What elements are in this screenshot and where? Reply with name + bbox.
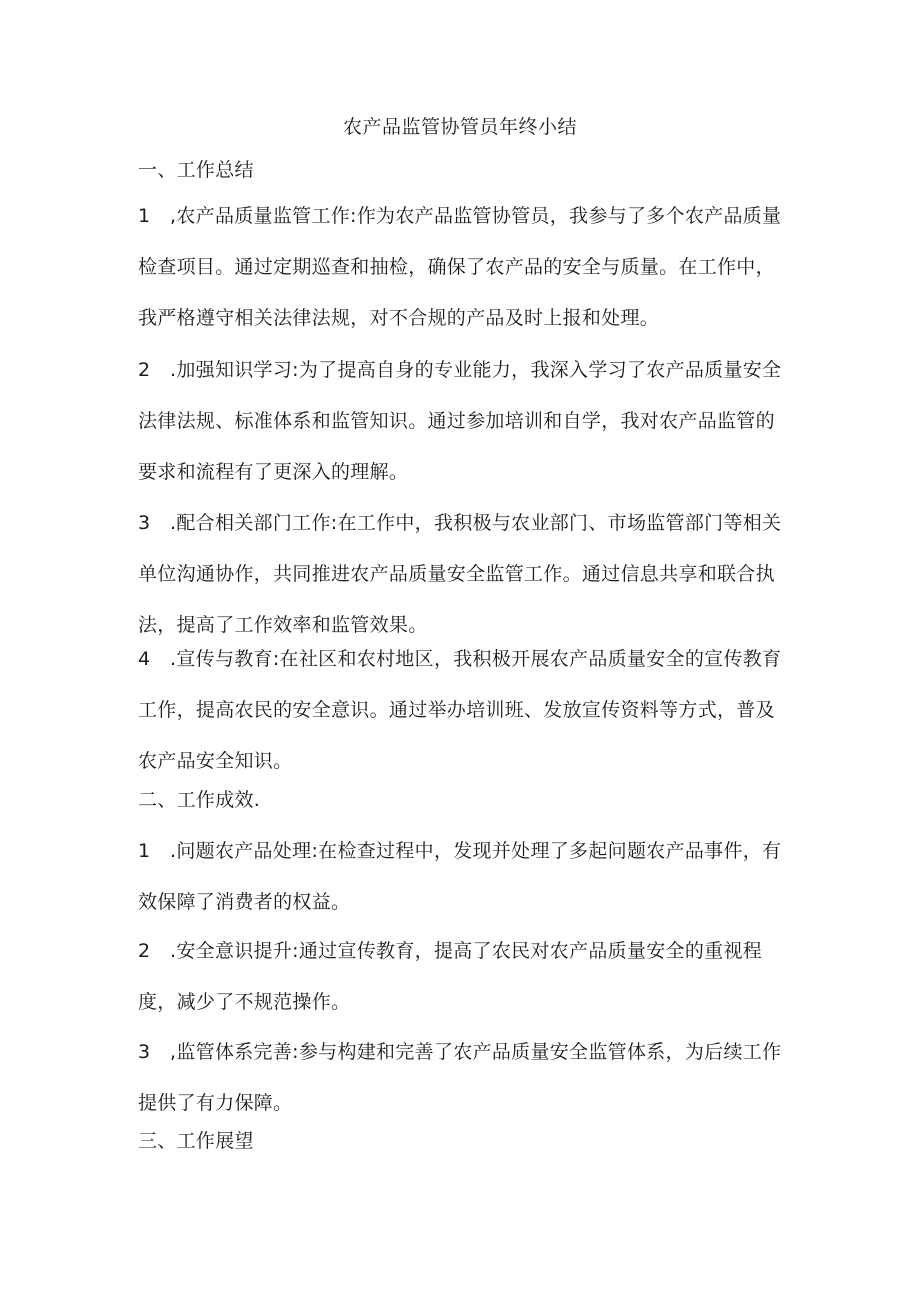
paragraph-item-1-1: [138, 191, 788, 344]
item-number: 1: [138, 205, 151, 227]
item-text: .加强知识学习:为了提高自身的专业能力，我深入学习了农产品质量安全法律法规、标准体系和监管知识。通过参加培训和自学，我对农产品监管的要求和流程有了更深入的理解。: [138, 359, 782, 483]
item-text: .配合相关部门工作:在工作中，我积极与农业部门、市场监管部门等相关单位沟通协作，共同推进农产品质量安全监管工作。通过信息共享和联合执法，提高了工作效率和监管效果。: [138, 512, 782, 636]
paragraph-item-2-2: [138, 926, 788, 1028]
item-number: 1: [138, 840, 151, 862]
item-text: .宣传与教育:在社区和农村地区，我积极开展农产品质量安全的宣传教育工作，提高农民的安全意识。通过举办培训班、发放宣传资料等方式，普及农产品安全知识。: [138, 648, 782, 772]
paragraph-item-2-3: [138, 1027, 788, 1129]
item-number: 2: [138, 940, 151, 962]
item-number: 3: [138, 512, 151, 534]
paragraph-item-2-1: [138, 826, 788, 928]
item-text: ,农产品质量监管工作:作为农产品监管协管员，我参与了多个农产品质量检查项目。通过定期巡查和抽检，确保了农产品的安全与质量。在工作中，我严格遵守相关法律法规，对不合规的产品及时上报和处理。: [138, 205, 782, 329]
paragraph-item-1-2: [138, 345, 788, 498]
item-text: .问题农产品处理:在检查过程中，发现并处理了多起问题农产品事件，有效保障了消费者的权益。: [138, 840, 782, 913]
item-number: 2: [138, 359, 151, 381]
section-heading-results: 二、工作成效.: [138, 789, 261, 811]
item-text: .安全意识提升:通过宣传教育，提高了农民对农产品质量安全的重视程度，减少了不规范操作。: [138, 940, 763, 1013]
paragraph-item-1-3: [138, 498, 788, 651]
section-heading-summary: 一、工作总结: [138, 159, 254, 181]
document-title: 农产品监管协管员年终小结: [342, 116, 577, 138]
section-heading-outlook: 三、工作展望: [138, 1130, 254, 1152]
item-number: 3: [138, 1041, 151, 1063]
paragraph-item-1-4: [138, 634, 788, 787]
item-text: ,监管体系完善:参与构建和完善了农产品质量安全监管体系，为后续工作提供了有力保障。: [138, 1041, 782, 1114]
item-number: 4: [138, 648, 151, 670]
